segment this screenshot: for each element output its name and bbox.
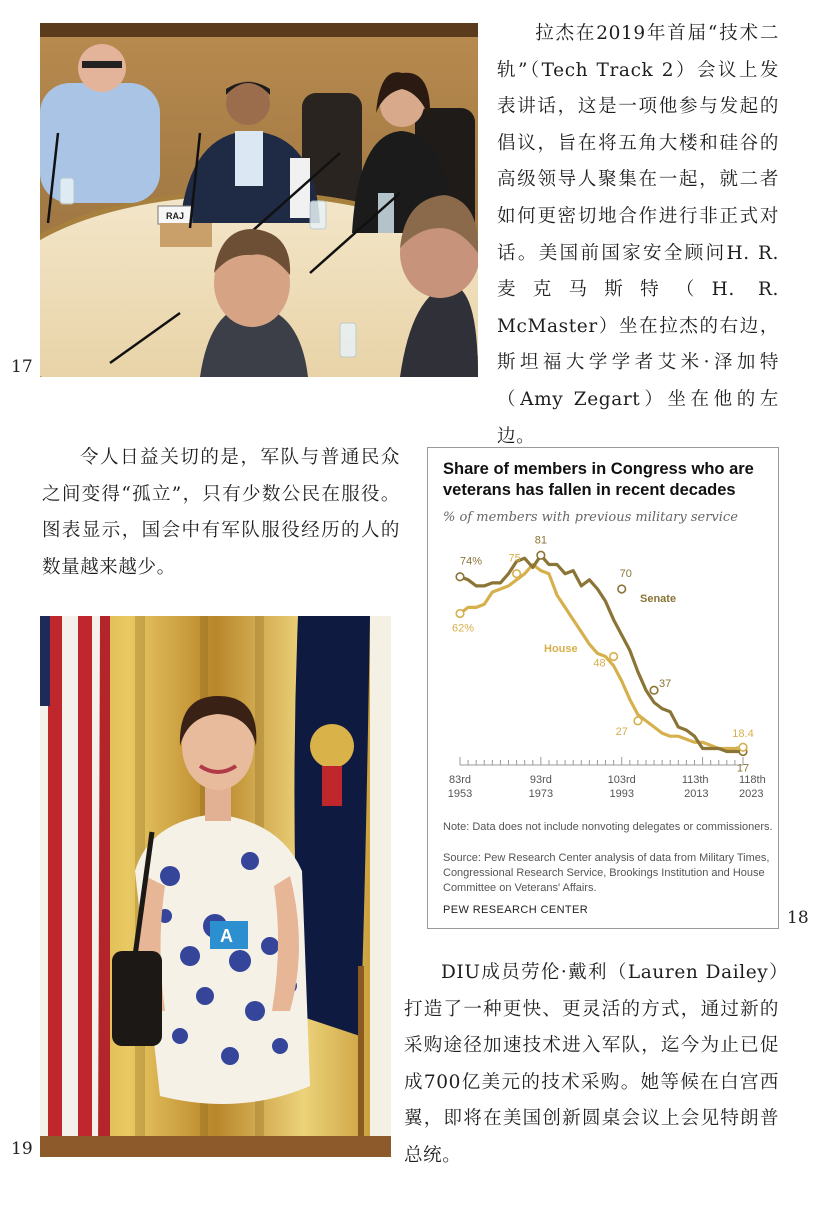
figure-number: 18 bbox=[787, 908, 809, 928]
caption-text: 令人日益关切的是，军队与普通民众之间变得“孤立”，只有少数公民在服役。图表显示，国会中有军队服役经历的人的数量越来越少。 bbox=[42, 447, 400, 578]
figure-number: 17 bbox=[11, 357, 33, 377]
chart-note: Note: Data does not include nonvoting delegates or commissioners. bbox=[443, 821, 773, 833]
data-label: 27 bbox=[615, 725, 628, 738]
caption-paragraph-isolation bbox=[42, 440, 400, 586]
caption-text: 拉杰在2019年首届“技术二轨”（Tech Track 2）会议上发表讲话，这是一项他参与发起的倡议，旨在将五角大楼和硅谷的高级领导人聚集在一起，就二者如何更密切地合作进行非正式对话。美国前国家安全顾问H. R. 麦克马斯特（H. R. McMaster）坐在拉杰的右边，斯坦福大学学者艾米·泽加特（Amy Zegart）坐在他的左边。 bbox=[497, 23, 779, 447]
x-tick-label: 1993 bbox=[609, 788, 634, 800]
name-placard-text: RAJ bbox=[165, 211, 185, 221]
data-label: 18.4 bbox=[732, 728, 754, 741]
data-point bbox=[537, 551, 545, 559]
chart-subtitle: % of members with previous military service bbox=[443, 510, 738, 525]
figure-number: 19 bbox=[11, 1139, 33, 1159]
data-label: 62% bbox=[452, 622, 475, 635]
data-point bbox=[456, 573, 464, 581]
veterans-chart bbox=[427, 447, 779, 929]
chart-plot bbox=[428, 533, 778, 813]
data-point bbox=[513, 570, 521, 578]
data-point bbox=[634, 717, 642, 725]
data-label: 81 bbox=[534, 534, 547, 547]
x-tick-label: 2013 bbox=[684, 788, 709, 800]
roundtable-illustration bbox=[40, 23, 478, 377]
x-tick-label: 118th bbox=[739, 774, 766, 786]
data-label: 70 bbox=[619, 568, 632, 580]
data-label: 74% bbox=[460, 555, 483, 568]
data-label: 75 bbox=[508, 552, 521, 565]
data-label: 48 bbox=[593, 657, 606, 670]
chart-credit: PEW RESEARCH CENTER bbox=[443, 904, 589, 916]
series-name-label: Senate bbox=[640, 593, 677, 605]
data-point bbox=[650, 686, 658, 694]
x-tick-label: 1973 bbox=[528, 788, 554, 800]
chart-source: Source: Pew Research Center analysis of data from Military Times, Congressional Research Service, Brookings Institution and House Committee on Veterans' Affairs. bbox=[443, 852, 770, 894]
x-tick-label: 113th bbox=[681, 774, 709, 786]
caption-text: DIU成员劳伦·戴利（Lauren Dailey）打造了一种更快、更灵活的方式，通过新的采购途径加速技术进入军队，迄今为止已促成700亿美元的技术采购。她等候在白宫西翼，即将在美国创新圆桌会议上会见特朗普总统。 bbox=[404, 962, 779, 1166]
portrait-photo bbox=[40, 616, 391, 1157]
svg-text:A: A bbox=[220, 926, 233, 946]
x-tick-label: 93rd bbox=[529, 774, 552, 786]
caption-paragraph-raj bbox=[497, 16, 779, 455]
data-label: 37 bbox=[659, 678, 672, 691]
x-tick-label: 1953 bbox=[447, 788, 473, 800]
roundtable-photo bbox=[40, 23, 478, 377]
series-name-label: House bbox=[544, 643, 578, 655]
x-tick-label: 2023 bbox=[739, 788, 764, 800]
data-point bbox=[456, 610, 464, 618]
x-tick-label: 103rd bbox=[607, 774, 636, 786]
x-tick-label: 83rd bbox=[448, 774, 472, 786]
portrait-illustration bbox=[40, 616, 391, 1157]
data-point bbox=[618, 585, 626, 593]
chart-title: Share of members in Congress who are veterans has fallen in recent decades bbox=[443, 460, 754, 499]
caption-paragraph-dailey bbox=[404, 955, 779, 1175]
data-label: 17 bbox=[736, 762, 750, 775]
data-point bbox=[739, 743, 747, 751]
data-point bbox=[610, 653, 618, 661]
